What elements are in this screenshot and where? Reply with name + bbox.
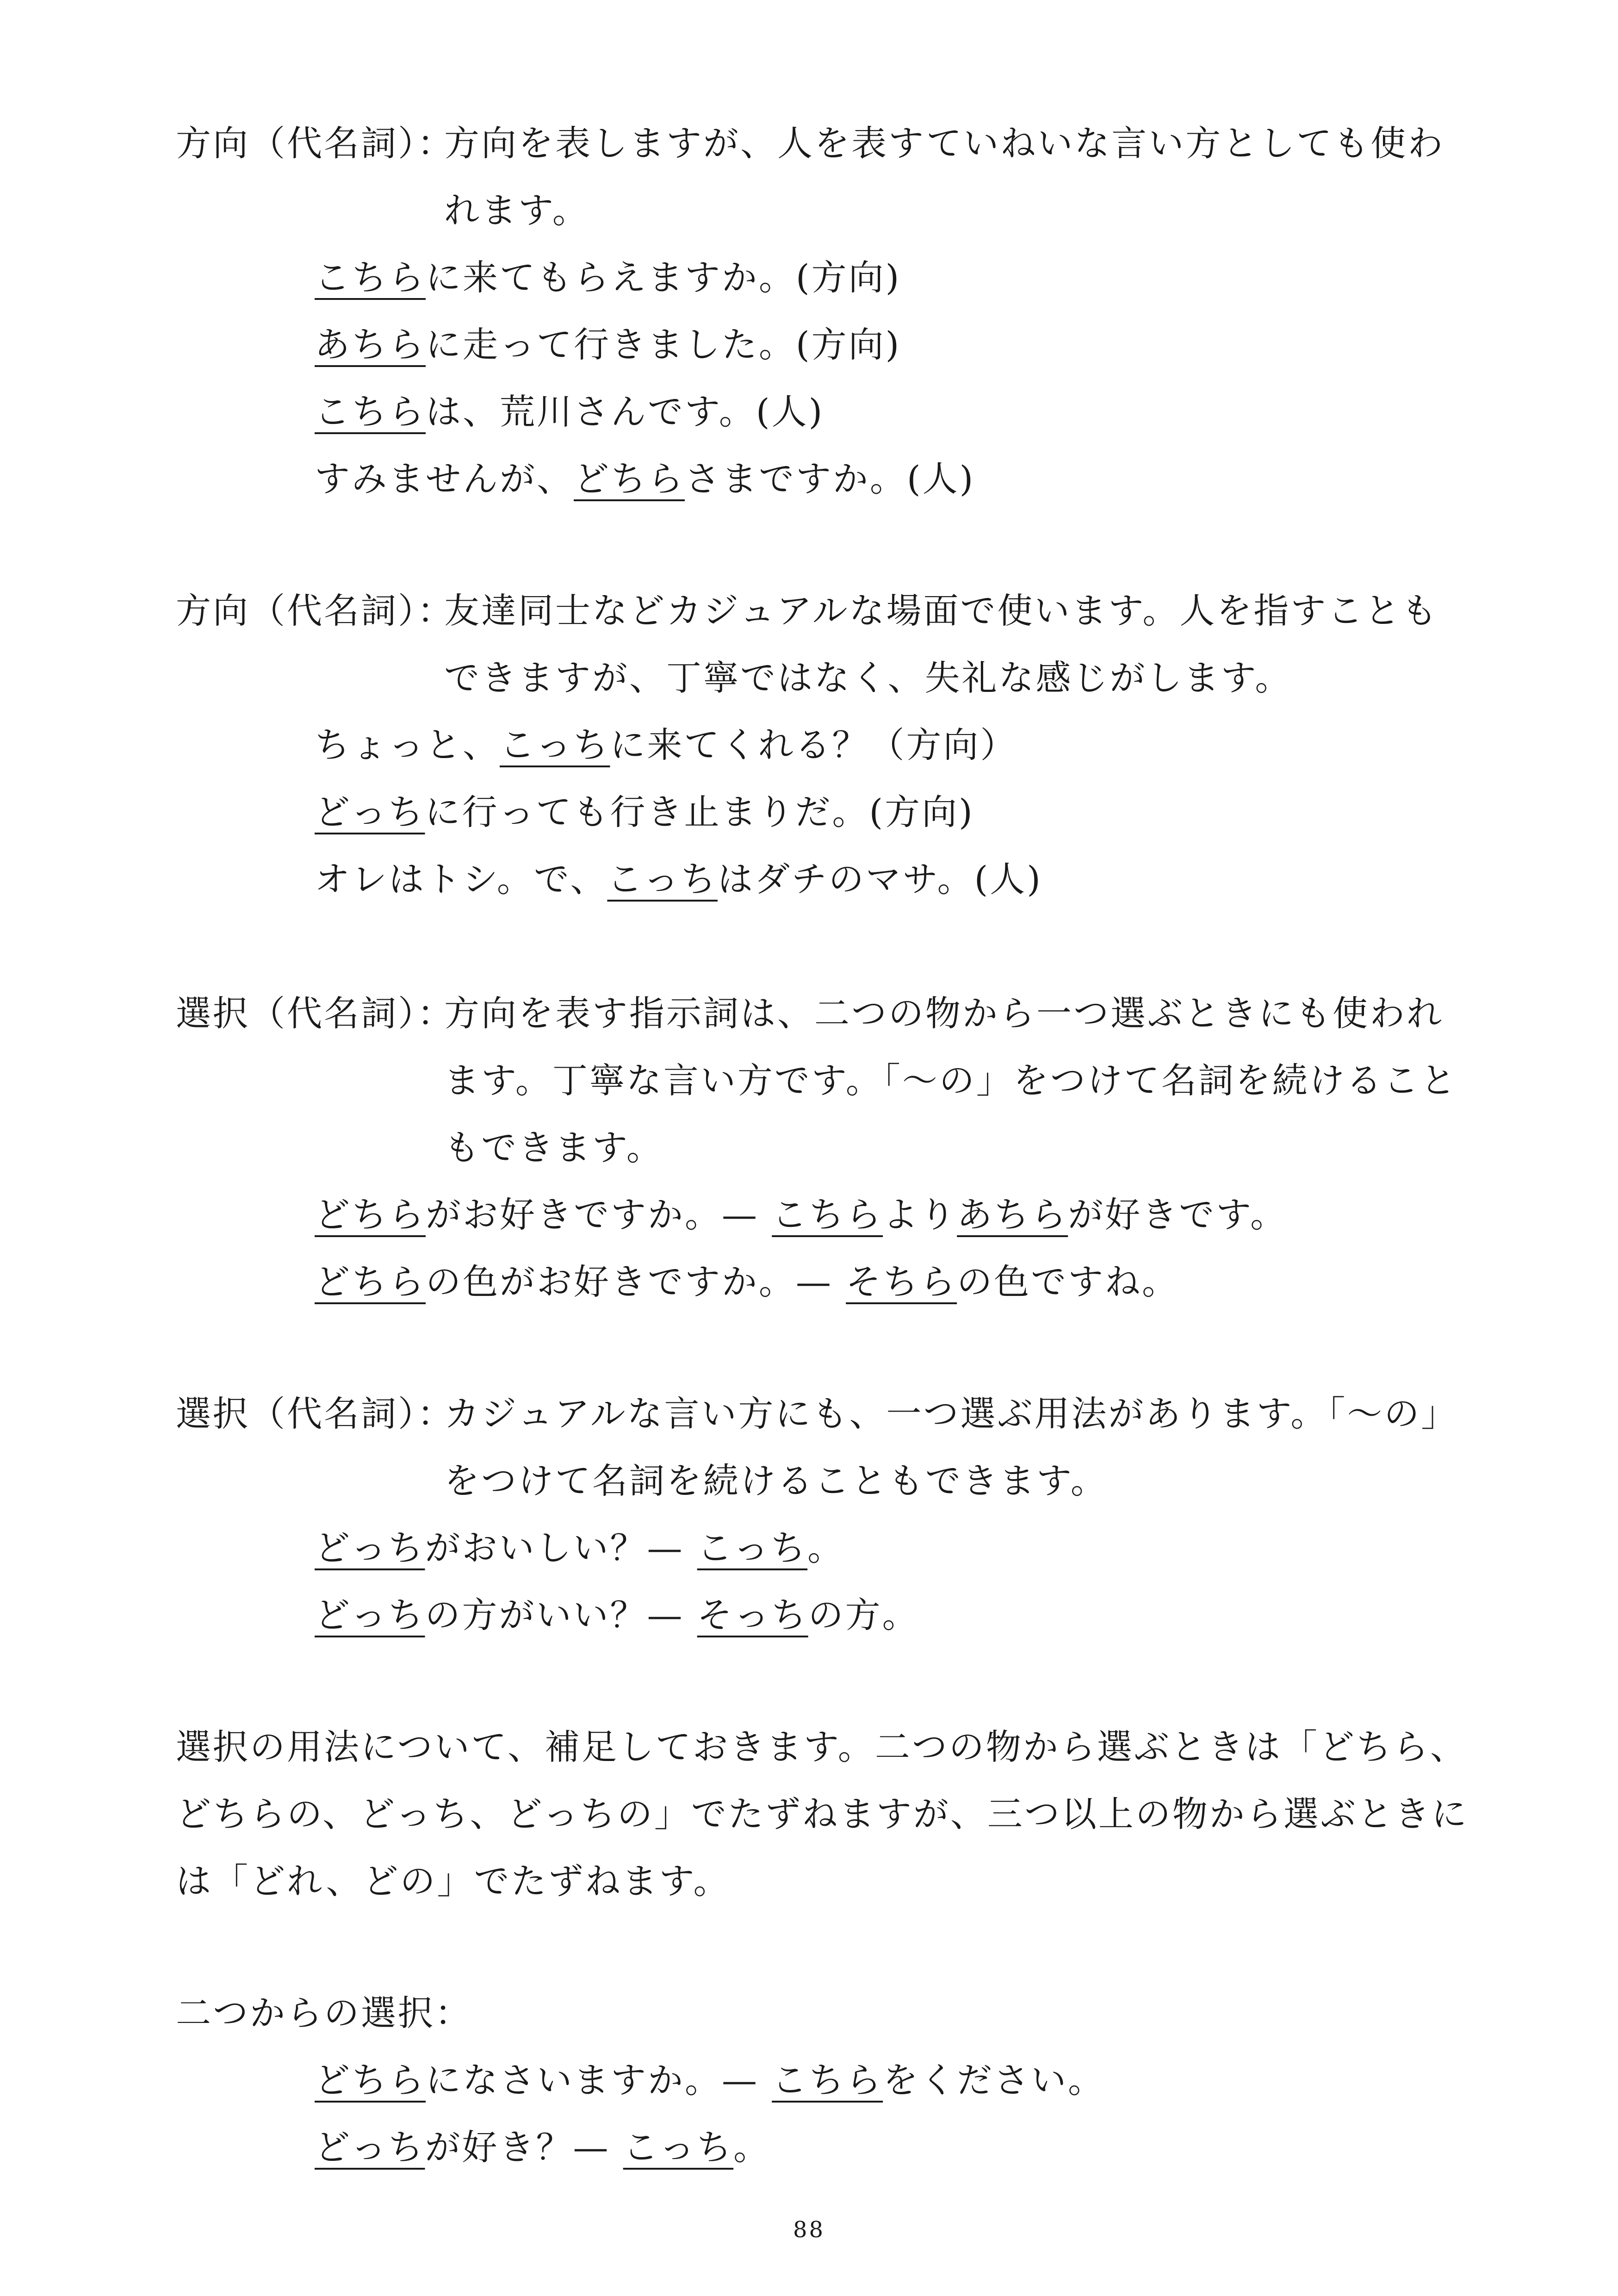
description-text: もできます。: [444, 1127, 663, 1168]
example-sentence: [315, 2057, 1105, 2103]
demonstrative-term: そちら: [846, 1261, 957, 1302]
description-text: 方向を表しますが、人を表すていねいな言い方としても使わ: [444, 123, 1445, 164]
section-label-text: 方向（代名詞）：: [176, 590, 454, 631]
demonstrative-term: あちら: [315, 324, 426, 365]
section-description-line: [444, 1391, 1458, 1437]
section-label-text: 選択（代名詞）：: [176, 1393, 454, 1434]
demonstrative-term: どちら: [315, 2060, 426, 2101]
demonstrative-term: こちら: [315, 391, 426, 432]
demonstrative-term: こっち: [607, 859, 718, 900]
paragraph-text: は「どれ、どの」でたずねます。: [176, 1860, 731, 1902]
example-text: がおいしい？—: [425, 1527, 697, 1568]
supplement-paragraph-line: [176, 1724, 1467, 1770]
example-text: に走って行きました。(方向): [426, 324, 901, 365]
demonstrative-term: どちら: [315, 1194, 426, 1235]
example-text: に来てくれる？（方向）: [610, 724, 1017, 765]
example-text: に行っても行き止まりだ。(方向): [425, 791, 974, 833]
example-text: が好きです。: [1068, 1194, 1288, 1235]
section-description-line: [444, 1125, 1416, 1171]
example-sentence: [315, 255, 901, 301]
example-sentence: [315, 1525, 844, 1571]
example-text: の色ですね。: [957, 1261, 1179, 1302]
description-text: ます。丁寧な言い方です。「～の」をつけて名詞を続けること: [444, 1060, 1457, 1101]
demonstrative-term: あちら: [957, 1194, 1068, 1235]
example-text: 。: [733, 2127, 771, 2168]
demonstrative-term: こちら: [315, 257, 426, 298]
example-text: は、荒川さんです。(人): [426, 391, 824, 432]
section-label: [176, 990, 454, 1037]
demonstrative-term: どっち: [315, 1527, 425, 1568]
example-text: すみませんが、: [315, 458, 574, 499]
demonstrative-term: こっち: [697, 1527, 808, 1568]
demonstrative-term: どっち: [315, 1594, 425, 1636]
demonstrative-term: どちら: [315, 1261, 426, 1302]
example-text: はダチのマサ。(人): [717, 859, 1042, 900]
example-text: になさいますか。—: [426, 2060, 772, 2101]
section-label: [176, 588, 454, 634]
description-text: 方向を表す指示詞は、二つの物から一つ選ぶときにも使われ: [444, 993, 1444, 1034]
example-text: さまですか。(人): [685, 458, 975, 499]
supplement-paragraph-line: [176, 1858, 730, 1904]
section-label-text: 選択（代名詞）：: [176, 993, 454, 1034]
example-sentence: [315, 1592, 919, 1638]
example-text: ちょっと、: [315, 724, 500, 765]
example-text: オレはトシ。で、: [315, 859, 608, 900]
section-description-line: [444, 588, 1439, 634]
choice-label-text: 二つからの選択：: [176, 1992, 472, 2034]
section-description-line: [444, 120, 1445, 167]
section-description-line: [444, 1058, 1457, 1104]
example-text: が好き？—: [425, 2127, 623, 2168]
demonstrative-term: こちら: [772, 1194, 883, 1235]
page-number: 88: [793, 2217, 825, 2243]
demonstrative-term: どっち: [315, 791, 425, 833]
demonstrative-term: こっち: [623, 2127, 734, 2168]
example-sentence: [315, 722, 1017, 768]
demonstrative-term: どちら: [574, 458, 685, 499]
example-sentence: [315, 789, 974, 835]
example-sentence: [315, 1192, 1287, 1238]
section-description-line: [444, 990, 1444, 1037]
section-description-line: [444, 655, 1416, 701]
paragraph-text: どちらの、どっち、どっちの」でたずねますが、三つ以上の物から選ぶときに: [176, 1793, 1469, 1835]
example-text: の方がいい？—: [425, 1594, 697, 1636]
example-sentence: [315, 1259, 1179, 1305]
example-text: 。: [807, 1527, 845, 1568]
example-sentence: [315, 389, 824, 435]
section-label: [176, 1391, 454, 1437]
demonstrative-term: こっち: [500, 724, 610, 765]
example-text: をください。: [883, 2060, 1105, 2101]
example-text: の色がお好きですか。—: [426, 1261, 846, 1302]
paragraph-text: 選択の用法について、補足しておきます。二つの物から選ぶときは「どちら、: [176, 1726, 1467, 1767]
demonstrative-term: こちら: [772, 2060, 883, 2101]
example-sentence: [315, 2124, 770, 2171]
example-sentence: [315, 856, 1042, 902]
description-text: カジュアルな言い方にも、一つ選ぶ用法があります。「～の」: [444, 1393, 1458, 1434]
section-description-line: [444, 1458, 1416, 1504]
example-text: がお好きですか。—: [426, 1194, 772, 1235]
example-text: より: [883, 1194, 957, 1235]
supplement-paragraph-line: [176, 1791, 1469, 1837]
demonstrative-term: そっち: [697, 1594, 808, 1636]
example-sentence: [315, 322, 901, 368]
demonstrative-term: どっち: [315, 2127, 425, 2168]
example-sentence: [315, 456, 975, 502]
description-text: できますが、丁寧ではなく、失礼な感じがします。: [444, 657, 1292, 698]
example-text: に来てもらえますか。(方向): [426, 257, 901, 298]
description-text: をつけて名詞を続けることもできます。: [444, 1460, 1108, 1501]
description-text: 友達同士などカジュアルな場面で使います。人を指すことも: [444, 590, 1439, 631]
section-label: [176, 120, 454, 167]
description-text: れます。: [444, 190, 589, 231]
section-label-text: 方向（代名詞）：: [176, 123, 454, 164]
choice-label: [176, 1990, 472, 2036]
section-description-line: [444, 187, 1416, 234]
example-text: の方。: [808, 1594, 919, 1636]
